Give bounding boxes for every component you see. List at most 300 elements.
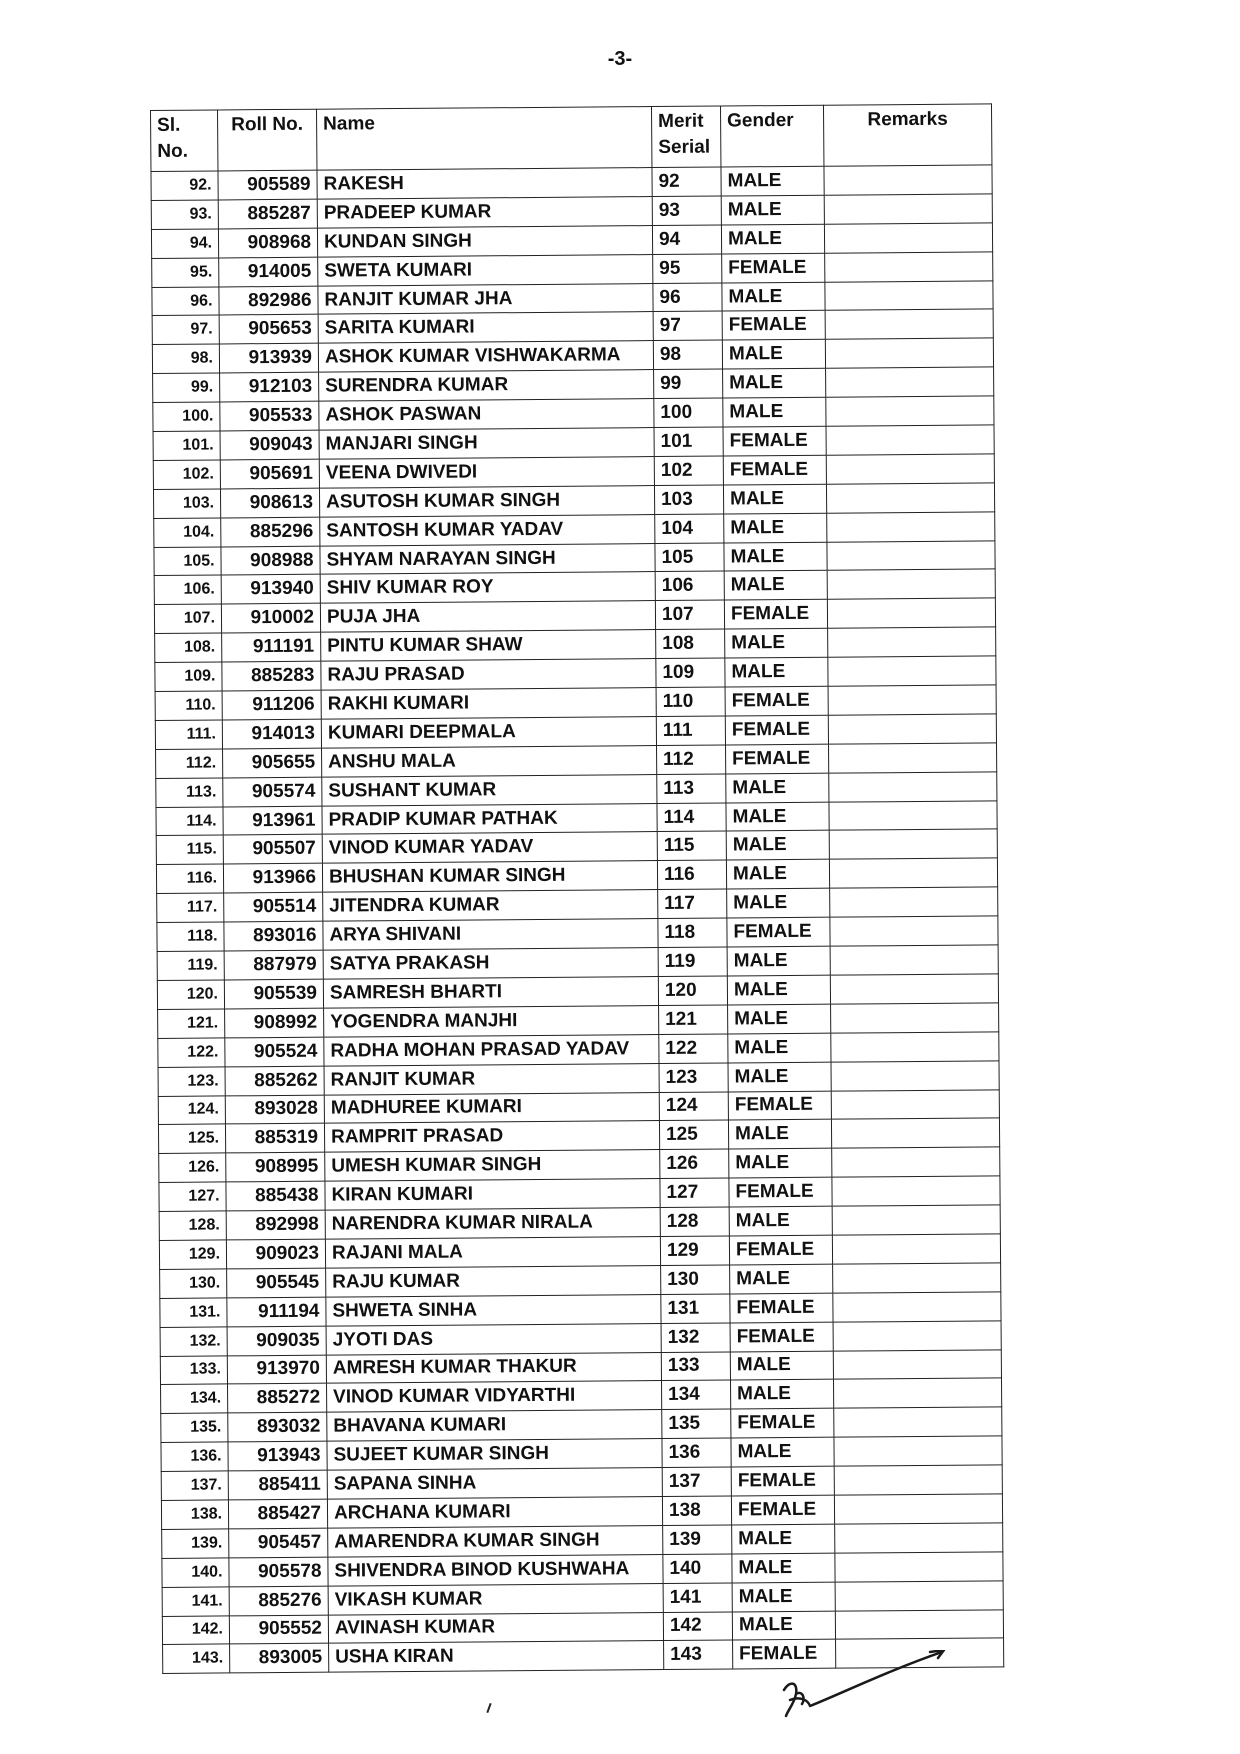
cell-remarks [835,1552,1003,1582]
cell-merit-serial: 109 [656,658,725,687]
cell-roll-no: 912103 [220,372,319,402]
cell-sl-no: 106. [154,575,221,604]
cell-remarks [828,656,996,686]
cell-gender: FEMALE [728,1091,831,1121]
cell-roll-no: 893032 [228,1412,327,1442]
cell-merit-serial: 130 [661,1265,730,1294]
cell-remarks [826,454,994,484]
cell-gender: MALE [730,1264,833,1294]
cell-gender: MALE [724,571,827,601]
cell-sl-no: 117. [157,893,224,922]
cell-sl-no: 124. [158,1095,225,1124]
signature-icon [780,1650,950,1740]
cell-merit-serial: 141 [663,1583,732,1612]
cell-sl-no: 119. [157,951,224,980]
cell-sl-no: 109. [155,662,222,691]
cell-sl-no: 132. [160,1327,227,1356]
cell-gender: FEMALE [733,1640,836,1670]
cell-remarks [828,627,996,657]
cell-roll-no: 913966 [223,864,322,894]
cell-gender: FEMALE [729,1177,832,1207]
cell-remarks [826,396,994,426]
cell-sl-no: 143. [163,1644,230,1673]
cell-merit-serial: 125 [659,1120,728,1149]
cell-merit-serial: 97 [653,311,722,340]
cell-gender: MALE [721,195,824,225]
header-merit-serial: Merit Serial [651,106,720,168]
cell-remarks [831,1089,999,1119]
cell-remarks [824,194,992,224]
cell-gender: FEMALE [730,1293,833,1323]
cell-sl-no: 127. [159,1182,226,1211]
cell-merit-serial: 103 [654,485,723,514]
cell-name: ANSHU MALA [322,745,657,777]
cell-gender: MALE [727,975,830,1005]
cell-merit-serial: 127 [660,1178,729,1207]
page-number: -3- [607,48,633,70]
cell-name: ASUTOSH KUMAR SINGH [319,485,654,517]
cell-remarks [833,1349,1001,1379]
cell-roll-no: 911194 [227,1297,326,1327]
cell-remarks [830,887,998,917]
cell-name: ARYA SHIVANI [323,919,658,951]
cell-name: RAKESH [317,168,652,200]
cell-gender: MALE [730,1351,833,1381]
cell-roll-no: 893016 [224,921,323,951]
cell-sl-no: 126. [159,1153,226,1182]
cell-sl-no: 105. [154,547,221,576]
cell-merit-serial: 96 [653,283,722,312]
cell-remarks [825,309,993,339]
cell-remarks [827,512,995,542]
cell-roll-no: 885411 [228,1470,327,1500]
cell-remarks [829,743,997,773]
cell-sl-no: 131. [160,1298,227,1327]
cell-sl-no: 111. [155,720,222,749]
cell-sl-no: 100. [153,402,220,431]
cell-name: BHAVANA KUMARI [327,1410,662,1442]
cell-merit-serial: 128 [660,1207,729,1236]
cell-merit-serial: 111 [656,716,725,745]
cell-remarks [832,1147,1000,1177]
cell-name: ARCHANA KUMARI [327,1496,662,1528]
cell-remarks [827,598,995,628]
cell-merit-serial: 137 [662,1467,731,1496]
cell-name: SANTOSH KUMAR YADAV [320,514,655,546]
cell-merit-serial: 126 [660,1149,729,1178]
cell-sl-no: 142. [162,1615,229,1644]
cell-remarks [825,338,993,368]
cell-sl-no: 94. [151,229,218,258]
cell-sl-no: 99. [153,373,220,402]
cell-roll-no: 905533 [220,401,319,431]
cell-merit-serial: 124 [659,1091,728,1120]
cell-gender: MALE [726,831,829,861]
cell-name: RAJU PRASAD [321,659,656,691]
cell-roll-no: 908992 [225,1008,324,1038]
cell-gender: MALE [727,888,830,918]
cell-sl-no: 121. [158,1009,225,1038]
cell-merit-serial: 133 [661,1351,730,1380]
cell-remarks [828,685,996,715]
cell-gender: MALE [724,542,827,572]
cell-roll-no: 892986 [219,286,318,316]
cell-gender: FEMALE [731,1408,834,1438]
cell-name: SAPANA SINHA [327,1468,662,1500]
cell-sl-no: 113. [156,778,223,807]
cell-gender: MALE [721,224,824,254]
cell-merit-serial: 98 [653,340,722,369]
cell-merit-serial: 105 [655,543,724,572]
cell-name: BHUSHAN KUMAR SINGH [322,861,657,893]
cell-remarks [833,1378,1001,1408]
cell-remarks [831,1032,999,1062]
cell-sl-no: 92. [151,171,218,200]
cell-merit-serial: 143 [664,1640,733,1669]
cell-remarks [831,1118,999,1148]
cell-gender: FEMALE [722,253,825,283]
merit-list-table [150,103,1004,1674]
cell-name: PRADIP KUMAR PATHAK [322,803,657,835]
cell-sl-no: 134. [161,1384,228,1413]
cell-name: MADHUREE KUMARI [324,1092,659,1124]
cell-merit-serial: 116 [657,860,726,889]
cell-roll-no: 905524 [225,1037,324,1067]
cell-roll-no: 905653 [219,315,318,345]
header-roll-no: Roll No. [218,109,317,171]
cell-gender: FEMALE [725,715,828,745]
cell-remarks [829,772,997,802]
cell-name: KUMARI DEEPMALA [321,716,656,748]
cell-roll-no: 885427 [228,1499,327,1529]
cell-remarks [826,425,994,455]
cell-gender: MALE [721,166,824,196]
cell-roll-no: 909043 [220,430,319,460]
cell-sl-no: 138. [161,1500,228,1529]
cell-roll-no: 905457 [229,1528,328,1558]
cell-remarks [832,1234,1000,1264]
cell-name: USHA KIRAN [329,1641,664,1673]
cell-gender: MALE [732,1524,835,1554]
cell-remarks [835,1580,1003,1610]
cell-remarks [826,483,994,513]
cell-name: NARENDRA KUMAR NIRALA [325,1208,660,1240]
cell-remarks [834,1407,1002,1437]
cell-remarks [831,1003,999,1033]
cell-name: SHWETA SINHA [326,1294,661,1326]
cell-sl-no: 108. [155,633,222,662]
cell-roll-no: 905552 [229,1615,328,1645]
header-sl-no: Sl. No. [151,110,218,172]
cell-gender: MALE [722,282,825,312]
cell-roll-no: 905578 [229,1557,328,1587]
cell-merit-serial: 93 [652,196,721,225]
cell-roll-no: 905589 [218,170,317,200]
cell-gender: MALE [723,484,826,514]
cell-sl-no: 139. [162,1529,229,1558]
cell-name: RAKHI KUMARI [321,688,656,720]
cell-gender: MALE [728,1004,831,1034]
cell-name: AMRESH KUMAR THAKUR [326,1352,661,1384]
cell-merit-serial: 129 [660,1236,729,1265]
cell-sl-no: 137. [161,1471,228,1500]
cell-roll-no: 885262 [225,1066,324,1096]
cell-name: KIRAN KUMARI [325,1179,660,1211]
cell-sl-no: 120. [157,980,224,1009]
cell-merit-serial: 106 [655,571,724,600]
cell-sl-no: 110. [155,691,222,720]
cell-name: SURENDRA KUMAR [319,370,654,402]
cell-gender: FEMALE [723,455,826,485]
cell-remarks [830,974,998,1004]
cell-sl-no: 122. [158,1038,225,1067]
cell-roll-no: 913943 [228,1441,327,1471]
cell-merit-serial: 113 [657,774,726,803]
cell-name: ASHOK PASWAN [319,399,654,431]
cell-sl-no: 95. [152,258,219,287]
cell-name: SWETA KUMARI [318,254,653,286]
cell-merit-serial: 118 [658,918,727,947]
cell-remarks [833,1320,1001,1350]
cell-sl-no: 123. [158,1067,225,1096]
cell-merit-serial: 100 [654,398,723,427]
cell-merit-serial: 108 [656,629,725,658]
cell-gender: MALE [724,513,827,543]
cell-merit-serial: 140 [663,1554,732,1583]
cell-remarks [834,1436,1002,1466]
cell-merit-serial: 117 [658,889,727,918]
cell-merit-serial: 123 [659,1063,728,1092]
cell-merit-serial: 95 [653,254,722,283]
cell-remarks [835,1523,1003,1553]
cell-name: VINOD KUMAR VIDYARTHI [327,1381,662,1413]
cell-remarks [829,829,997,859]
cell-roll-no: 913940 [221,575,320,605]
cell-sl-no: 112. [156,749,223,778]
cell-sl-no: 141. [162,1587,229,1616]
cell-remarks [833,1292,1001,1322]
cell-gender: FEMALE [731,1466,834,1496]
cell-gender: MALE [732,1582,835,1612]
cell-merit-serial: 119 [658,947,727,976]
cell-gender: FEMALE [724,600,827,630]
cell-remarks [830,945,998,975]
cell-name: ASHOK KUMAR VISHWAKARMA [318,341,653,373]
cell-remarks [834,1465,1002,1495]
cell-name: JITENDRA KUMAR [323,890,658,922]
cell-merit-serial: 135 [662,1409,731,1438]
cell-sl-no: 125. [158,1124,225,1153]
cell-sl-no: 128. [159,1211,226,1240]
cell-roll-no: 905574 [223,777,322,807]
cell-gender: FEMALE [725,686,828,716]
header-name: Name [316,107,651,171]
cell-name: PUJA JHA [320,601,655,633]
cell-sl-no: 133. [160,1355,227,1384]
cell-name: RAMPRIT PRASAD [324,1121,659,1153]
cell-name: RADHA MOHAN PRASAD YADAV [324,1034,659,1066]
cell-gender: MALE [725,628,828,658]
cell-gender: FEMALE [723,426,826,456]
cell-roll-no: 910002 [221,604,320,634]
cell-roll-no: 908988 [221,546,320,576]
cell-remarks [826,367,994,397]
cell-gender: MALE [726,773,829,803]
pen-tick-mark [486,1703,491,1713]
header-gender: Gender [720,105,823,167]
cell-roll-no: 914013 [222,719,321,749]
cell-merit-serial: 142 [663,1612,732,1641]
cell-roll-no: 885287 [218,199,317,229]
cell-merit-serial: 131 [661,1294,730,1323]
cell-name: VINOD KUMAR YADAV [322,832,657,864]
cell-gender: MALE [729,1206,832,1236]
cell-merit-serial: 115 [657,831,726,860]
cell-roll-no: 911191 [222,632,321,662]
cell-name: SARITA KUMARI [318,312,653,344]
cell-sl-no: 129. [159,1240,226,1269]
cell-name: VIKASH KUMAR [328,1583,663,1615]
table-header-row [151,104,992,172]
cell-gender: MALE [722,340,825,370]
cell-merit-serial: 139 [663,1525,732,1554]
cell-roll-no: 905655 [223,748,322,778]
cell-roll-no: 905691 [220,459,319,489]
cell-roll-no: 908613 [220,488,319,518]
cell-roll-no: 885283 [222,661,321,691]
cell-name: SHIV KUMAR ROY [320,572,655,604]
cell-name: PINTU KUMAR SHAW [321,630,656,662]
cell-sl-no: 114. [156,807,223,836]
cell-roll-no: 887979 [224,950,323,980]
cell-gender: MALE [726,860,829,890]
cell-sl-no: 98. [152,344,219,373]
cell-sl-no: 118. [157,922,224,951]
cell-gender: MALE [727,946,830,976]
cell-merit-serial: 110 [656,687,725,716]
cell-sl-no: 107. [154,604,221,633]
cell-name: JYOTI DAS [326,1323,661,1355]
cell-name: RAJU KUMAR [326,1265,661,1297]
cell-remarks [825,252,993,282]
cell-merit-serial: 120 [658,976,727,1005]
cell-remarks [829,800,997,830]
cell-sl-no: 115. [156,835,223,864]
cell-roll-no: 885276 [229,1586,328,1616]
cell-remarks [830,916,998,946]
cell-name: AMARENDRA KUMAR SINGH [328,1525,663,1557]
cell-sl-no: 96. [152,287,219,316]
cell-gender: FEMALE [731,1495,834,1525]
cell-remarks [834,1494,1002,1524]
cell-gender: MALE [723,368,826,398]
cell-remarks [832,1176,1000,1206]
cell-gender: MALE [728,1120,831,1150]
cell-roll-no: 905539 [224,979,323,1009]
cell-sl-no: 97. [152,315,219,344]
cell-roll-no: 908968 [218,228,317,258]
cell-name: KUNDAN SINGH [317,225,652,257]
cell-roll-no: 885438 [226,1181,325,1211]
cell-roll-no: 909023 [226,1239,325,1269]
cell-roll-no: 913970 [227,1355,326,1385]
cell-merit-serial: 122 [659,1034,728,1063]
cell-roll-no: 905507 [223,835,322,865]
cell-remarks [835,1609,1003,1639]
cell-name: SUJEET KUMAR SINGH [327,1439,662,1471]
cell-roll-no: 913961 [223,806,322,836]
cell-sl-no: 93. [151,200,218,229]
cell-gender: MALE [730,1380,833,1410]
cell-name: SHIVENDRA BINOD KUSHWAHA [328,1554,663,1586]
cell-merit-serial: 94 [652,225,721,254]
cell-gender: FEMALE [726,744,829,774]
cell-merit-serial: 121 [659,1005,728,1034]
cell-roll-no: 908995 [226,1152,325,1182]
cell-name: MANJARI SINGH [319,428,654,460]
cell-sl-no: 101. [153,431,220,460]
cell-merit-serial: 134 [661,1380,730,1409]
cell-gender: MALE [728,1062,831,1092]
cell-sl-no: 130. [160,1269,227,1298]
cell-gender: FEMALE [730,1322,833,1352]
cell-name: RAJANI MALA [325,1236,660,1268]
cell-remarks [824,223,992,253]
cell-sl-no: 102. [153,460,220,489]
header-remarks: Remarks [823,104,991,166]
cell-roll-no: 892998 [226,1210,325,1240]
cell-roll-no: 905514 [224,892,323,922]
cell-roll-no: 885319 [225,1124,324,1154]
cell-merit-serial: 104 [655,514,724,543]
cell-name: SHYAM NARAYAN SINGH [320,543,655,575]
cell-sl-no: 104. [154,518,221,547]
cell-name: SAMRESH BHARTI [323,976,658,1008]
cell-merit-serial: 99 [654,369,723,398]
cell-roll-no: 885272 [228,1384,327,1414]
cell-name: RANJIT KUMAR JHA [318,283,653,315]
cell-remarks [827,540,995,570]
cell-roll-no: 893005 [230,1644,329,1674]
cell-merit-serial: 114 [657,803,726,832]
cell-merit-serial: 107 [655,600,724,629]
cell-merit-serial: 112 [657,745,726,774]
cell-gender: MALE [728,1033,831,1063]
cell-sl-no: 135. [161,1413,228,1442]
cell-roll-no: 911206 [222,690,321,720]
cell-gender: MALE [732,1553,835,1583]
cell-remarks [829,858,997,888]
cell-gender: MALE [725,657,828,687]
cell-name: PRADEEP KUMAR [317,196,652,228]
cell-roll-no: 905545 [227,1268,326,1298]
cell-name: UMESH KUMAR SINGH [325,1150,660,1182]
cell-gender: FEMALE [727,917,830,947]
cell-remarks [827,569,995,599]
cell-sl-no: 116. [156,864,223,893]
cell-merit-serial: 132 [661,1323,730,1352]
cell-remarks [824,165,992,195]
cell-merit-serial: 92 [652,167,721,196]
cell-sl-no: 140. [162,1558,229,1587]
cell-remarks [831,1060,999,1090]
cell-gender: MALE [731,1437,834,1467]
cell-gender: MALE [732,1611,835,1641]
cell-roll-no: 909035 [227,1326,326,1356]
cell-name: SUSHANT KUMAR [322,774,657,806]
cell-name: YOGENDRA MANJHI [324,1005,659,1037]
cell-name: VEENA DWIVEDI [319,456,654,488]
